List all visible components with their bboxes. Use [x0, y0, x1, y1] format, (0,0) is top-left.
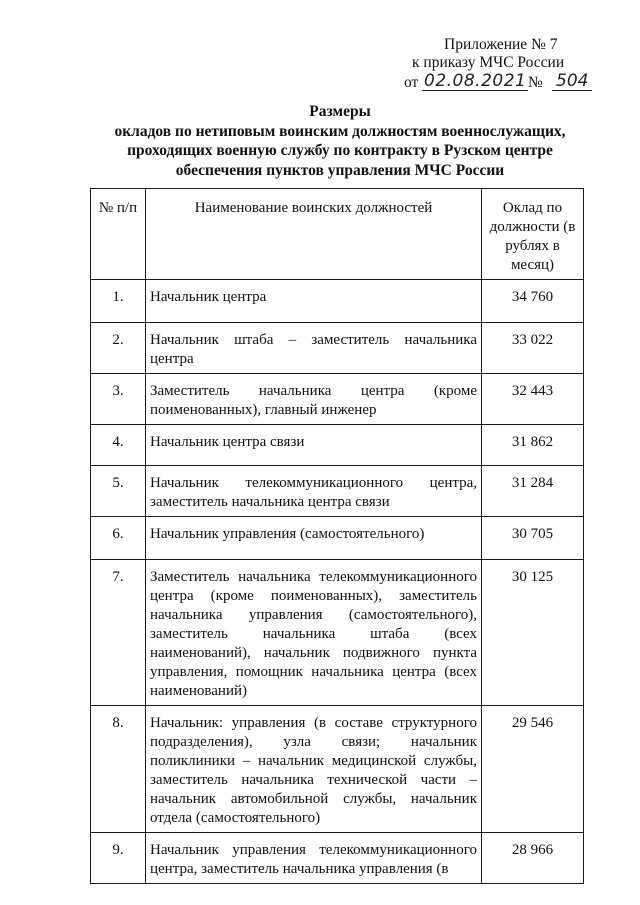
order-reference: к приказу МЧС России: [412, 54, 565, 71]
row-position: Заместитель начальника телекоммуникационного центра (кроме поименованных), заместитель начальника управления (самостоятельного), заместитель начальника штаба (всех наименований), начальник подвижного пункта управления, помощник начальника центра (всех наименований): [146, 560, 482, 706]
table-row: [91, 280, 584, 323]
table-row: [91, 560, 584, 706]
date-prefix: от: [404, 74, 419, 91]
row-salary: 31 284: [482, 466, 584, 517]
row-position: Начальник управления (самостоятельного): [146, 517, 482, 560]
row-position: Начальник управления телекоммуникационного центра, заместитель начальника управления (в: [146, 833, 482, 884]
table-row: [91, 833, 584, 884]
row-salary: 34 760: [482, 280, 584, 323]
order-date-line: [400, 72, 600, 94]
document-title: [60, 102, 620, 180]
row-salary: 29 546: [482, 706, 584, 833]
row-salary: 33 022: [482, 323, 584, 374]
row-num: 4.: [91, 425, 146, 466]
appendix-label: Приложение № 7: [444, 36, 558, 53]
appendix-header: [400, 36, 600, 94]
order-date-handwritten: 02.08.2021: [424, 71, 527, 91]
row-num: 8.: [91, 706, 146, 833]
table-row: [91, 517, 584, 560]
title-line-4: обеспечения пунктов управления МЧС России: [175, 161, 505, 179]
header-salary: Оклад по должности (в рублях в месяц): [482, 189, 584, 280]
row-salary: 30 705: [482, 517, 584, 560]
table-header-row: [91, 189, 584, 280]
row-num: 1.: [91, 280, 146, 323]
table-row: [91, 425, 584, 466]
row-num: 7.: [91, 560, 146, 706]
title-line-1: Размеры: [309, 103, 371, 120]
row-position: Начальник штаба – заместитель начальника центра: [146, 323, 482, 374]
title-line-2: окладов по нетиповым воинским должностям военнослужащих,: [114, 122, 566, 140]
row-position: Заместитель начальника центра (кроме поименованных), главный инженер: [146, 374, 482, 425]
header-name: Наименование воинских должностей: [146, 189, 482, 280]
row-salary: 32 443: [482, 374, 584, 425]
salary-table: [90, 188, 584, 884]
row-position: Начальник телекоммуникационного центра, заместитель начальника центра связи: [146, 466, 482, 517]
row-position: Начальник центра связи: [146, 425, 482, 466]
header-num: № п/п: [91, 189, 146, 280]
table-row: [91, 323, 584, 374]
row-num: 3.: [91, 374, 146, 425]
title-line-3: проходящих военную службу по контракту в Рузском центре: [127, 142, 553, 159]
order-number-handwritten: 504: [552, 72, 592, 91]
number-label: №: [528, 74, 543, 91]
row-num: 6.: [91, 517, 146, 560]
row-position: Начальник центра: [146, 280, 482, 323]
row-salary: 30 125: [482, 560, 584, 706]
row-num: 9.: [91, 833, 146, 884]
table-row: [91, 706, 584, 833]
row-position: Начальник: управления (в составе структурного подразделения), узла связи; начальник поликлиники – начальник медицинской службы, заместитель начальника технической части – начальник автомобильной службы, начальник отдела (самостоятельного): [146, 706, 482, 833]
row-num: 2.: [91, 323, 146, 374]
row-num: 5.: [91, 466, 146, 517]
table-row: [91, 374, 584, 425]
table-row: [91, 466, 584, 517]
row-salary: 31 862: [482, 425, 584, 466]
row-salary: 28 966: [482, 833, 584, 884]
